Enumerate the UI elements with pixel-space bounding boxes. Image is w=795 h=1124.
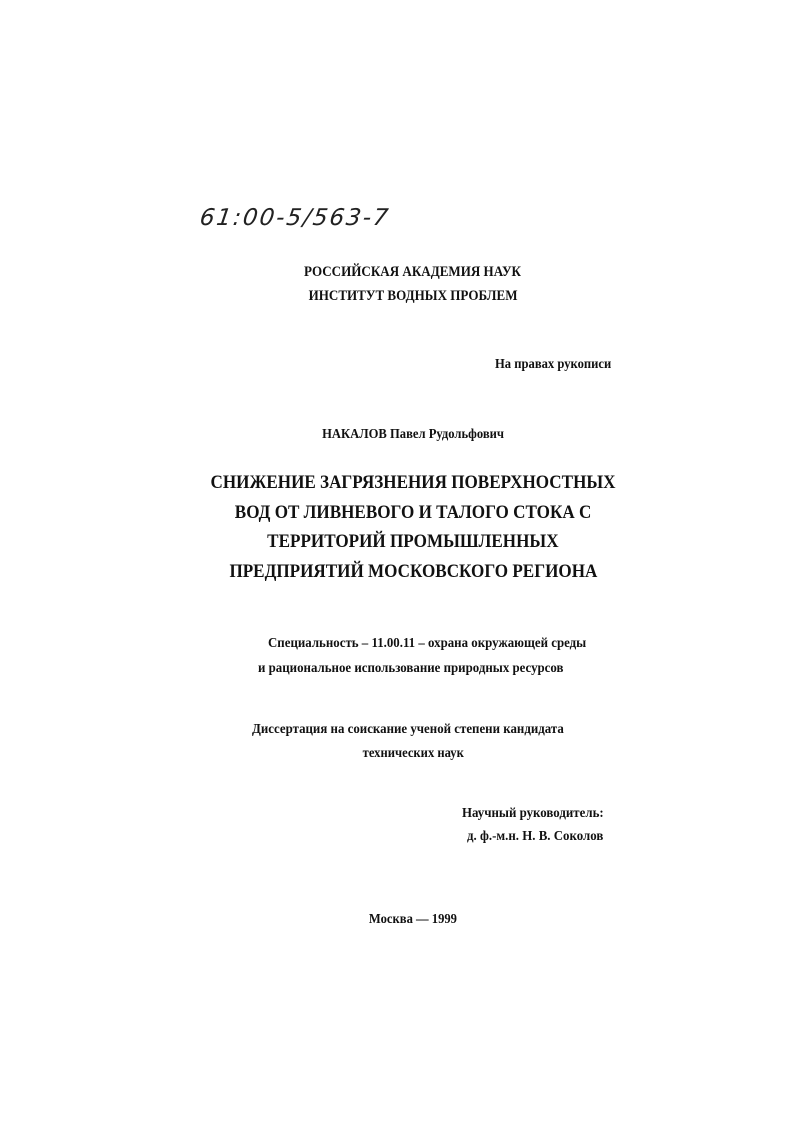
place-and-year: Москва — 1999 — [368, 912, 458, 927]
specialty-line-2: и рациональное использование природных ресурсов — [258, 661, 564, 676]
degree-line-2: технических наук — [362, 746, 464, 761]
dissertation-title-line-1: СНИЖЕНИЕ ЗАГРЯЗНЕНИЯ ПОВЕРХНОСТНЫХ — [210, 472, 616, 493]
degree-line-1: Диссертация на соискание ученой степени кандидата — [252, 722, 564, 737]
rights-note: На правах рукописи — [495, 357, 612, 372]
dissertation-title-line-4: ПРЕДПРИЯТИЙ МОСКОВСКОГО РЕГИОНА — [229, 561, 597, 582]
author-name: НАКАЛОВ Павел Рудольфович — [322, 427, 504, 442]
organization-line-2: ИНСТИТУТ ВОДНЫХ ПРОБЛЕМ — [308, 288, 518, 304]
organization-line-1: РОССИЙСКАЯ АКАДЕМИЯ НАУК — [304, 264, 522, 280]
specialty-line-1: Специальность – 11.00.11 – охрана окружающей среды — [268, 636, 587, 651]
supervisor-label: Научный руководитель: — [462, 806, 604, 821]
handwritten-archive-number: 61:00-5/563-7 — [198, 205, 392, 231]
supervisor-name: д. ф.-м.н. Н. В. Соколов — [467, 829, 604, 844]
dissertation-title-line-2: ВОД ОТ ЛИВНЕВОГО И ТАЛОГО СТОКА С — [234, 502, 592, 523]
dissertation-title-line-3: ТЕРРИТОРИЙ ПРОМЫШЛЕННЫХ — [267, 531, 559, 552]
